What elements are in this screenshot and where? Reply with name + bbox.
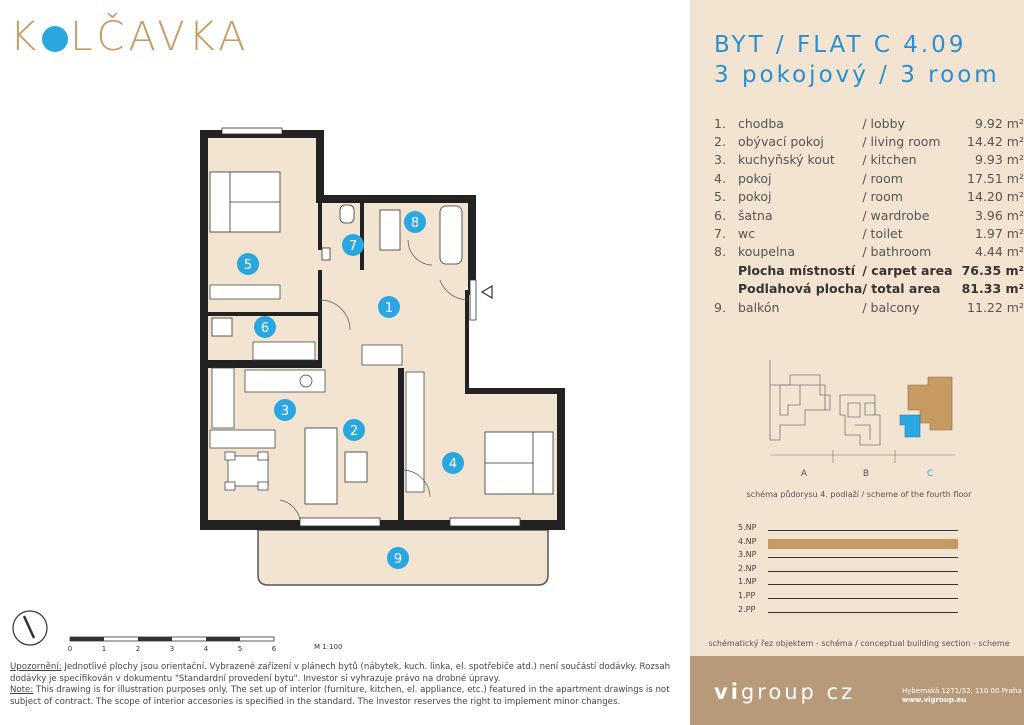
scheme-section-c: C	[926, 469, 934, 479]
room-8-badge	[404, 211, 426, 233]
room-row	[714, 224, 1024, 242]
room-7-badge	[342, 234, 364, 256]
room-3-badge	[274, 399, 296, 421]
company-address	[902, 687, 1022, 705]
room-3-label: 3	[280, 404, 290, 419]
room-area: 9.92 m²	[975, 115, 1024, 131]
room-name-en: / room	[862, 189, 903, 205]
room-name-en: / total area	[862, 281, 941, 297]
room-row	[714, 261, 1024, 279]
vigroup-logo	[714, 680, 855, 704]
room-number: 5.	[714, 189, 726, 205]
flat-title-line2: 3 pokojový / 3 room	[714, 62, 1000, 88]
scale-tick: 1	[101, 645, 107, 653]
room-name-cz: koupelna	[737, 244, 796, 260]
note-en-text: This drawing is for illustration purposes only. The set up of interior (furniture, kitchen, el. appliance, etc.) featured in the apartment drawings is not subject of contract. The scope of interior accesories is specified in the standard. The investor reserves the right to implement minor changes.	[10, 685, 670, 707]
scale-tick: 2	[135, 645, 141, 653]
room-row	[714, 188, 1024, 206]
room-number: 9.	[714, 299, 726, 315]
room-area: 14.42 m²	[967, 134, 1024, 150]
room-area: 17.51 m²	[967, 170, 1024, 186]
room-row	[714, 132, 1024, 150]
room-number	[714, 261, 738, 279]
flat-title-line1: BYT / FLAT C 4.09	[714, 32, 967, 58]
room-1-label: 1	[384, 301, 394, 316]
room-row	[714, 114, 1024, 132]
room-row	[714, 206, 1024, 224]
scale-tick: 5	[237, 645, 243, 653]
room-number: 7.	[714, 226, 726, 242]
room-area-table	[714, 114, 1024, 316]
room-number: 2.	[714, 134, 726, 150]
room-5-label: 5	[243, 258, 253, 273]
north-compass-icon	[10, 608, 50, 648]
room-name-en: / room	[862, 170, 903, 186]
room-row	[714, 169, 1024, 187]
address-line: Hybernská 1271/32, 110 00 Praha	[902, 687, 1022, 695]
room-1-badge	[378, 296, 400, 318]
floor-label: 1.NP	[738, 577, 757, 587]
floor-line	[768, 539, 958, 549]
floor-label: 1.PP	[738, 590, 756, 600]
room-4-label: 4	[448, 457, 458, 472]
room-number	[714, 280, 738, 298]
room-9-label: 9	[393, 552, 403, 567]
room-row	[714, 243, 1024, 261]
floor-scheme-diagram	[760, 355, 960, 480]
room-name-cz: obývací pokoj	[737, 134, 824, 150]
disclaimer-notes	[10, 662, 680, 708]
floor-line	[768, 584, 958, 585]
room-7-label: 7	[348, 239, 358, 254]
room-row	[714, 151, 1024, 169]
room-row	[714, 280, 1024, 298]
room-area: 9.93 m²	[975, 152, 1024, 168]
floor-line	[768, 530, 958, 531]
note-en-heading: Note:	[10, 685, 34, 696]
room-2-label: 2	[349, 424, 359, 439]
website-link[interactable]: www.vigroup.eu	[902, 696, 967, 704]
room-number: 1.	[714, 115, 726, 131]
room-name-cz: pokoj	[737, 170, 772, 186]
logo-letters-left: K	[10, 14, 41, 60]
room-name-en: / living room	[862, 134, 941, 150]
room-9-badge	[387, 547, 409, 569]
room-name-cz: wc	[737, 226, 756, 242]
room-row	[714, 298, 1024, 316]
room-name-cz: pokoj	[737, 189, 772, 205]
room-4-badge	[442, 452, 464, 474]
scale-tick: 0	[68, 645, 73, 653]
room-6-badge	[254, 316, 276, 338]
room-number: 4.	[714, 170, 726, 186]
room-name-en: / carpet area	[862, 262, 953, 278]
scale-tick: 6	[271, 645, 277, 653]
room-name-en: / balcony	[862, 299, 920, 315]
room-name-cz: balkón	[737, 299, 780, 315]
room-2-badge	[343, 419, 365, 441]
floor-line	[768, 612, 958, 613]
room-area: 81.33 m²	[961, 281, 1024, 297]
scale-label: M 1:100	[314, 643, 343, 651]
scale-bar	[68, 633, 368, 655]
section-caption: schématický řez objektem - schéma / conceptual building section - scheme	[708, 639, 1010, 648]
room-name-cz: Plocha místností	[737, 262, 856, 278]
room-name-en: / bathroom	[862, 244, 932, 260]
vigroup-logo-vi: vi	[714, 680, 741, 704]
room-8-label: 8	[410, 216, 420, 231]
note-cz-heading: Upozornění:	[10, 662, 62, 672]
room-6-label: 6	[260, 321, 270, 336]
floor-line	[768, 598, 958, 599]
room-area: 14.20 m²	[967, 189, 1024, 205]
floor-line	[768, 557, 958, 558]
room-5-badge	[237, 253, 259, 275]
floor-line	[768, 571, 958, 572]
floor-label: 3.NP	[738, 550, 757, 560]
scale-tick: 3	[169, 645, 175, 653]
room-area: 1.97 m²	[975, 226, 1024, 242]
room-name-cz: šatna	[737, 207, 773, 223]
room-area: 76.35 m²	[961, 262, 1024, 278]
room-number: 6.	[714, 207, 726, 223]
room-name-en: / toilet	[862, 226, 903, 242]
room-number: 3.	[714, 152, 726, 168]
scheme-section-a: A	[800, 469, 808, 479]
note-cz-text: Jednotlivé plochy jsou orientační. Vybrazené zařízení v plánech bytů (nábytek, kuch. linka, el. spotřebiče atd.) není součástí dodávky. Rozsah dodávky je specifikován v dokumentu "Standardní provedení bytu". Investor si vyhrazuje právo na drobné úpravy.	[10, 662, 671, 684]
vigroup-logo-rest: group cz	[740, 680, 856, 704]
room-name-cz: kuchyňský kout	[737, 152, 835, 168]
room-name-cz: chodba	[737, 115, 784, 131]
room-name-cz: Podlahová plocha	[737, 281, 863, 297]
room-number: 8.	[714, 244, 726, 260]
scheme-caption: schéma půdorysu 4. podlaží / scheme of the fourth floor	[746, 490, 972, 499]
room-name-en: / lobby	[862, 115, 905, 131]
room-area: 3.96 m²	[975, 207, 1024, 223]
floor-label: 4.NP	[738, 536, 757, 546]
floor-label: 2.PP	[738, 604, 756, 614]
entrance-arrow-icon	[482, 286, 492, 298]
floor-label: 5.NP	[738, 523, 757, 532]
scheme-section-b: B	[862, 469, 870, 479]
floor-label: 2.NP	[738, 563, 757, 573]
room-name-en: / wardrobe	[862, 207, 930, 223]
flat-title	[714, 30, 1000, 90]
room-area: 11.22 m²	[967, 299, 1024, 315]
room-name-en: / kitchen	[862, 152, 917, 168]
room-area: 4.44 m²	[975, 244, 1024, 260]
logo-letters-right: LČAVKA	[70, 14, 250, 60]
scale-tick: 4	[203, 645, 209, 653]
